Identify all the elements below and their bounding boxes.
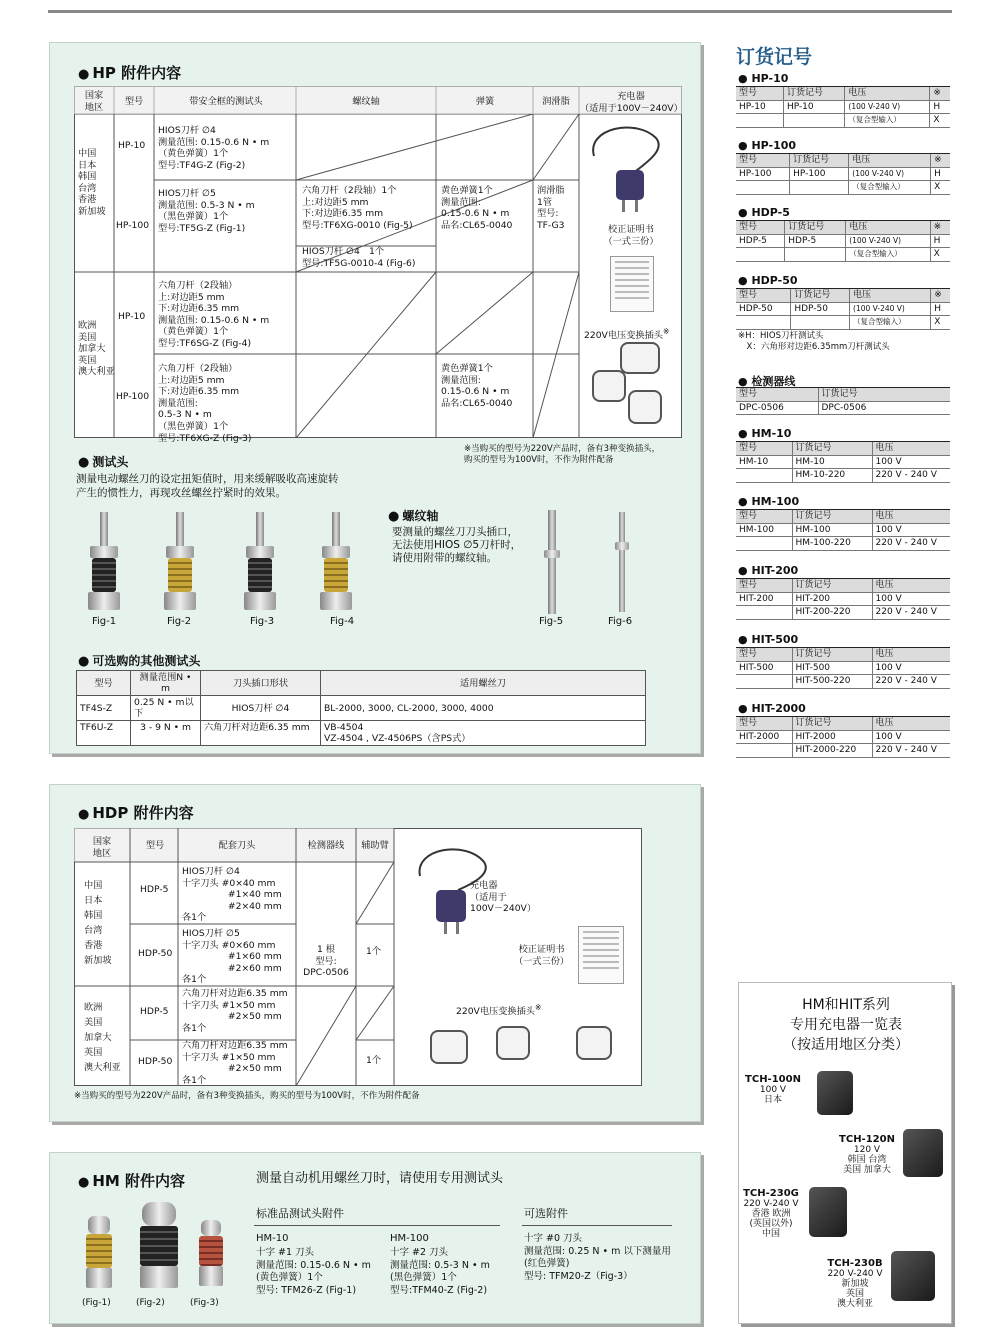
hp-header-charger: 充电器 （适用于100V－240V） [580, 91, 683, 114]
order-group-name: ● HDP-50 [738, 274, 798, 287]
fig5-label: Fig-5 [539, 616, 564, 627]
cell: 100 V [872, 523, 950, 537]
order-note: ※H：HIOS刀杆测试头 X：六角形对边距6.35mm刀杆测试头 [738, 331, 890, 352]
hp-row1-model: HP-10 [118, 140, 146, 151]
col: 电压 [872, 648, 950, 662]
optional-title: ● 可选购的其他测试头 [78, 654, 201, 669]
thread-shaft-fig5-image [542, 510, 562, 614]
hp-region-west: 欧洲 美国 加拿大 英国 澳大利亚 [78, 320, 115, 378]
hp-row3-model: HP-10 [118, 311, 146, 322]
table-row [736, 181, 950, 195]
col: ※ [931, 289, 950, 303]
cell: (100 V-240 V) [849, 167, 931, 181]
order-group-name: ● HM-100 [738, 495, 800, 508]
hdp-row1-model: HDP-5 [140, 884, 169, 895]
table-row [736, 100, 950, 114]
optional-header-model: 型号 [77, 671, 131, 696]
cell [736, 469, 792, 483]
hm-opt-text: 十字 #0 刀头 测量范围: 0.25 N • m 以下测量用 (红色弹簧) 型号: TFM20-Z（Fig-3） [524, 1233, 671, 1282]
order-table-hit2000 [736, 716, 950, 758]
charger-2-volt: 120 V [853, 1145, 881, 1155]
cell: （复合型输入） [846, 248, 930, 262]
table-row [736, 316, 950, 330]
optional-cell: BL-2000, 3000, CL-2000, 3000, 4000 [321, 696, 646, 721]
cell: HIT-2000 [792, 730, 872, 744]
plug-adapter-4-icon [430, 1030, 468, 1064]
cell: HIT-500-220 [792, 675, 872, 689]
cell: HDP-50 [736, 302, 791, 316]
hp-row1-head: HIOS刀杆 ∅4 测量范围: 0.15-0.6 N • m （黄色弹簧）1个 型号:TF4G-Z (Fig-2) [158, 125, 270, 171]
test-head-title: ● 测试头 [78, 455, 129, 470]
col: 订货记号 [792, 510, 872, 524]
charger-4-adapter-icon [891, 1251, 935, 1301]
hdp-charger-label: 充电器 （适用于 100V－240V） [470, 880, 537, 915]
charger-1-name: TCH-100N [745, 1074, 801, 1085]
table-row [736, 606, 950, 620]
table-row [736, 114, 950, 128]
cell: HIT-500 [736, 661, 792, 675]
col: 订货记号 [791, 289, 850, 303]
order-title: 订货记号 [736, 46, 813, 68]
col: 订货记号 [785, 221, 846, 235]
optional-cell: 0.25 N • m以下 [131, 696, 201, 721]
cell [736, 114, 783, 128]
cell: H [930, 100, 950, 114]
cell: 220 V - 240 V [872, 469, 950, 483]
cell: HIT-200-220 [792, 606, 872, 620]
col: 型号 [736, 579, 792, 593]
cell: HP-100 [736, 167, 790, 181]
table-row [736, 592, 950, 606]
col: 电压 [872, 510, 950, 524]
table-row [736, 469, 950, 483]
cell: 100 V [872, 661, 950, 675]
test-head-desc: 测量电动螺丝刀的设定扭矩值时，用来缓解吸收高速旋转 产生的惯性力，再现攻丝螺丝拧紧时的效果。 [76, 473, 339, 499]
col: ※ [930, 221, 950, 235]
hp-row2-model: HP-100 [116, 220, 150, 231]
charger-3-adapter-icon [809, 1187, 847, 1237]
hdp-cable-value: 1 根 型号: DPC-0506 [303, 944, 349, 979]
col: 型号 [736, 717, 792, 731]
hp-row2-thread2: HIOS刀杆 ∅4 1个 型号:TF5G-0010-4 (Fig-6) [302, 246, 416, 269]
hp-row2-spring: 黄色弹簧1个 测量范围: 0.15-0.6 N • m 品名:CL65-0040 [441, 185, 513, 231]
hdp-row2-bits: HIOS刀杆 ∅5 十字刀头 #0×60 mm #1×60 mm #2×60 mm 各1个 [182, 928, 282, 986]
hdp-header-bits: 配套刀头 [218, 840, 256, 851]
hdp-cert-image [578, 926, 624, 984]
hp-cert-image [610, 256, 654, 312]
hdp-header-arm: 辅助臂 [361, 840, 389, 851]
optional-table [76, 670, 646, 746]
hdp-title: ● HDP 附件内容 [78, 804, 194, 822]
charger-1-region: 日本 [763, 1095, 782, 1105]
hp-row4-spring: 黄色弹簧1个 测量范围: 0.15-0.6 N • m 品名:CL65-0040 [441, 363, 513, 409]
optional-header-socket: 刀头插口形状 [201, 671, 321, 696]
cell: H [931, 302, 950, 316]
cell [791, 316, 850, 330]
cell: HIT-200 [736, 592, 792, 606]
thread-shaft-title: ● 螺纹轴 [388, 509, 439, 524]
table-row [736, 248, 950, 262]
hp-header-grease: 润滑脂 [542, 96, 570, 107]
cell: HIT-500 [792, 661, 872, 675]
order-group-name: ● HP-10 [738, 72, 789, 85]
col: ※ [931, 154, 950, 168]
fig2-label: Fig-2 [167, 616, 192, 627]
charger-4 [823, 1259, 887, 1309]
col: 电压 [872, 717, 950, 731]
col: 型号 [736, 442, 792, 456]
table-row [736, 661, 950, 675]
cell: X [930, 248, 950, 262]
cell: HM-10 [736, 455, 792, 469]
hp-charger-image [586, 118, 670, 216]
cell: X [930, 114, 950, 128]
cell [736, 606, 792, 620]
col: ※ [930, 87, 950, 101]
hm-std1-text: 十字 #1 刀头 测量范围: 0.15-0.6 N • m (黄色弹簧）1个 型号: TFM26-Z (Fig-1) [256, 1247, 371, 1296]
cell: （复合型输入） [845, 114, 930, 128]
col: 订货记号 [792, 717, 872, 731]
cell: HP-10 [783, 100, 844, 114]
order-table-hm100 [736, 509, 950, 551]
cell: HDP-5 [736, 234, 785, 248]
charger-1-volt: 100 V [759, 1085, 787, 1095]
hdp-row2-model: HDP-50 [138, 948, 173, 959]
charger-3-region: 香港 欧洲 (英国以外) 中国 [749, 1209, 793, 1239]
fig6-label: Fig-6 [608, 616, 633, 627]
cell: HM-100-220 [792, 537, 872, 551]
order-table-hit200 [736, 578, 950, 620]
hp-plug-text: 220V电压变换插头 [584, 330, 663, 342]
optional-cell: 3 - 9 N • m [131, 721, 201, 746]
cell: HM-100 [736, 523, 792, 537]
charger-1-adapter-icon [817, 1071, 853, 1115]
hp-row4-model: HP-100 [116, 391, 150, 402]
hm-fig3-image [194, 1220, 228, 1290]
hp-row2-head: HIOS刀杆 ∅5 测量范围: 0.5-3 N • m （黑色弹簧）1个 型号:TF5G-Z (Fig-1) [158, 188, 255, 234]
cell: HDP-50 [791, 302, 850, 316]
col: 电压 [850, 289, 931, 303]
col: 型号 [736, 510, 792, 524]
table-row [736, 523, 950, 537]
col: 电压 [872, 442, 950, 456]
hdp-row2-arm: 1个 [366, 946, 382, 957]
hp-row2-thread1: 六角刀杆（2段轴）1个 上:对边距5 mm 下:对边距6.35 mm 型号:TF6XG-0010 (Fig-5) [302, 185, 413, 231]
hp-region-asia: 中国 日本 韩国 台湾 香港 新加坡 [78, 148, 106, 217]
col: 电压 [872, 579, 950, 593]
hm-fig2-label: (Fig-2) [136, 1298, 165, 1308]
charger-4-volt: 220 V-240 V [827, 1269, 883, 1279]
hdp-plug-label [456, 1002, 541, 1018]
plug-adapter-2-icon [592, 370, 626, 402]
cell: X [931, 316, 950, 330]
table-row [736, 675, 950, 689]
col: 型号 [736, 648, 792, 662]
optional-header-driver: 适用螺丝刀 [321, 671, 646, 696]
test-head-fig4-image [316, 512, 356, 612]
cell: DPC-0506 [736, 401, 818, 415]
cell: 100 V [872, 592, 950, 606]
order-group-name: ● HIT-200 [738, 564, 799, 577]
charger-list-title: HM和HIT系列 专用充电器一览表 （按适用地区分类） [783, 997, 909, 1053]
col: 订货记号 [783, 87, 844, 101]
col: 型号 [736, 154, 790, 168]
cell: 220 V - 240 V [872, 675, 950, 689]
charger-3 [741, 1189, 801, 1239]
top-rule [48, 10, 952, 13]
hp-row4-head: 六角刀杆（2段轴） 上:对边距5 mm 下:对边距6.35 mm 测量范围: 0.5-3 N • m （黑色弹簧）1个 型号:TF6XG-Z (Fig-3) [158, 363, 252, 444]
col: 订货记号 [792, 579, 872, 593]
order-group-name: ● HP-100 [738, 139, 797, 152]
col: 电压 [845, 87, 930, 101]
hm-std-rule [254, 1225, 500, 1226]
charger-4-region: 新加坡 英国 澳大利亚 [836, 1279, 873, 1309]
charger-2-name: TCH-120N [839, 1134, 895, 1145]
charger-2-region: 韩国 台湾 美国 加拿大 [843, 1155, 891, 1175]
hp-cert-label: 校正证明书 （一式三份） [603, 224, 659, 247]
thread-shaft-desc: 要测量的螺丝刀刀头插口， 无法使用HIOS ∅5刀杆时， 请使用附带的螺纹轴。 [392, 526, 522, 564]
optional-cell: TF4S-Z [77, 696, 131, 721]
col: 订货记号 [790, 154, 849, 168]
cell: 100 V [872, 730, 950, 744]
hm-opt-title: 可选附件 [524, 1207, 568, 1220]
col: 型号 [736, 221, 785, 235]
cell: DPC-0506 [818, 401, 950, 415]
col: 电压 [849, 154, 931, 168]
hm-fig1-label: (Fig-1) [82, 1298, 111, 1308]
hm-fig2-image [134, 1202, 184, 1290]
cell: HM-10-220 [792, 469, 872, 483]
order-group-name: ● 检测器线 [738, 375, 796, 388]
charger-1 [743, 1075, 803, 1105]
hp-row3-head: 六角刀杆（2段轴） 上:对边距5 mm 下:对边距6.35 mm 测量范围: 0.15-0.6 N • m （黄色弹簧）1个 型号:TF6SG-Z (Fig-4) [158, 280, 270, 349]
hdp-row4-arm: 1个 [366, 1055, 382, 1066]
charger-2 [835, 1135, 899, 1175]
optional-cell: 六角刀杆对边距6.35 mm [201, 721, 321, 746]
hdp-plug-mark: ※ [534, 1003, 542, 1012]
table-row [736, 302, 950, 316]
order-group-name: ● HM-10 [738, 427, 792, 440]
cell [736, 537, 792, 551]
col: 型号 [736, 289, 791, 303]
optional-cell: VB-4504 VZ-4504 , VZ-4506PS（含PS式） [321, 721, 646, 746]
fig4-label: Fig-4 [330, 616, 355, 627]
hm-std-title: 标准品测试头附件 [256, 1207, 344, 1220]
order-table-hdp50 [736, 288, 950, 330]
charger-list-panel [738, 982, 952, 1324]
cell [790, 181, 849, 195]
hdp-row3-bits: 六角刀杆对边距6.35 mm 十字刀头 #1×50 mm #2×50 mm 各1个 [182, 988, 288, 1034]
order-table-hp10 [736, 86, 950, 128]
col: 订货记号 [792, 442, 872, 456]
order-table-hdp5 [736, 220, 950, 262]
cell: HP-10 [736, 100, 783, 114]
charger-4-name: TCH-230B [827, 1258, 883, 1269]
hdp-header-model: 型号 [145, 840, 165, 851]
hdp-row1-bits: HIOS刀杆 ∅4 十字刀头 #0×40 mm #1×40 mm #2×40 mm 各1个 [182, 866, 282, 924]
hm-subtitle: 测量自动机用螺丝刀时，请使用专用测试头 [256, 1171, 504, 1186]
hp-note: ※当购买的型号为220V产品时，备有3种变换插头， 购买的型号为100V时，不作为附件配备 [464, 444, 661, 465]
table-row [736, 537, 950, 551]
col: 订货记号 [818, 388, 950, 402]
table-row [77, 696, 646, 721]
hp-header-model: 型号 [124, 96, 144, 107]
optional-cell: TF6U-Z [77, 721, 131, 746]
hm-opt-rule [522, 1225, 672, 1226]
cell: HM-100 [792, 523, 872, 537]
hdp-row4-model: HDP-50 [138, 1056, 173, 1067]
table-row [736, 167, 950, 181]
fig1-label: Fig-1 [92, 616, 117, 627]
hm-std1-name: HM-10 [256, 1233, 289, 1244]
cell: 100 V [872, 455, 950, 469]
hdp-region-asia: 中国 日本 韩国 台湾 香港 新加坡 [84, 880, 112, 966]
hdp-row4-bits: 六角刀杆对边距6.35 mm 十字刀头 #1×50 mm #2×50 mm 各1个 [182, 1040, 288, 1086]
order-group-name: ● HDP-5 [738, 206, 790, 219]
hp-header-thread: 螺纹轴 [352, 96, 380, 107]
hm-fig3-label: (Fig-3) [190, 1298, 219, 1308]
cell: H [931, 167, 950, 181]
plug-adapter-3-icon [628, 390, 662, 424]
cell [736, 181, 790, 195]
table-row [736, 744, 950, 758]
cell: HDP-5 [785, 234, 846, 248]
hdp-row3-model: HDP-5 [140, 1006, 169, 1017]
order-group-name: ● HIT-2000 [738, 702, 806, 715]
charger-3-name: TCH-230G [743, 1188, 799, 1199]
hdp-cert-label: 校正证明书 （一式三份） [514, 944, 570, 967]
cell: HIT-2000 [736, 730, 792, 744]
hdp-plug-text: 220V电压变换插头 [456, 1006, 535, 1018]
plug-adapter-5-icon [496, 1026, 530, 1060]
cell: 220 V - 240 V [872, 606, 950, 620]
table-row [736, 455, 950, 469]
cell: （复合型输入） [849, 181, 931, 195]
hm-fig1-image [80, 1216, 118, 1290]
order-table-detector [736, 387, 950, 415]
table-row [736, 730, 950, 744]
cell: HIT-200 [792, 592, 872, 606]
col: 型号 [736, 87, 783, 101]
hm-std2-text: 十字 #2 刀头 测量范围: 0.5-3 N • m (黑色弹簧）1个 型号:TFM40-Z (Fig-2) [390, 1247, 490, 1296]
table-row [736, 401, 950, 415]
table-row [736, 234, 950, 248]
fig3-label: Fig-3 [250, 616, 275, 627]
hp-header-head: 带安全框的测试头 [189, 96, 263, 107]
cell: 220 V - 240 V [872, 537, 950, 551]
optional-cell: HIOS刀杆 ∅4 [201, 696, 321, 721]
plug-adapter-1-icon [620, 342, 660, 374]
hp-plug-label [584, 326, 669, 342]
charger-2-adapter-icon [903, 1129, 943, 1177]
cell [785, 248, 846, 262]
cell: HP-100 [790, 167, 849, 181]
optional-header-range: 测量范围N • m [131, 671, 201, 696]
test-head-fig1-image [84, 512, 124, 612]
cell: (100 V-240 V) [846, 234, 930, 248]
cell: H [930, 234, 950, 248]
hp-title: ● HP 附件内容 [78, 64, 182, 82]
hdp-note: ※当购买的型号为220V产品时，备有3种变换插头，购买的型号为100V时，不作为附件配备 [74, 1091, 420, 1101]
hdp-region-west: 欧洲 美国 加拿大 英国 澳大利亚 [84, 1002, 121, 1073]
hp-header-region: 国家 地区 [84, 90, 104, 113]
order-table-hit500 [736, 647, 950, 689]
thread-shaft-fig6-image [612, 512, 632, 612]
cell: HM-10 [792, 455, 872, 469]
cell: (100 V-240 V) [845, 100, 930, 114]
test-head-fig2-image [160, 512, 200, 612]
hp-row2-grease: 润滑脂 1管 型号: TF-G3 [537, 185, 565, 231]
cell: 220 V - 240 V [872, 744, 950, 758]
cell [736, 316, 791, 330]
col: 型号 [736, 388, 818, 402]
order-group-name: ● HIT-500 [738, 633, 799, 646]
cell [783, 114, 844, 128]
hdp-header-region: 国家 地区 [92, 836, 112, 859]
cell [736, 744, 792, 758]
order-table-hm10 [736, 441, 950, 483]
hdp-header-cable: 检测器线 [307, 840, 345, 851]
charger-3-volt: 220 V-240 V [743, 1199, 799, 1209]
order-table-hp100 [736, 153, 950, 195]
hm-std2-name: HM-100 [390, 1233, 429, 1244]
col: 电压 [846, 221, 930, 235]
cell: X [931, 181, 950, 195]
cell: (100 V-240 V) [850, 302, 931, 316]
col: 订货记号 [792, 648, 872, 662]
plug-adapter-6-icon [576, 1026, 612, 1060]
hp-plug-mark: ※ [662, 327, 670, 336]
hp-header-spring: 弹簧 [475, 96, 495, 107]
table-row [77, 721, 646, 746]
cell: （复合型输入） [850, 316, 931, 330]
test-head-fig3-image [240, 512, 280, 612]
hm-title: ● HM 附件内容 [78, 1172, 186, 1190]
cell [736, 675, 792, 689]
cell: HIT-2000-220 [792, 744, 872, 758]
cell [736, 248, 785, 262]
